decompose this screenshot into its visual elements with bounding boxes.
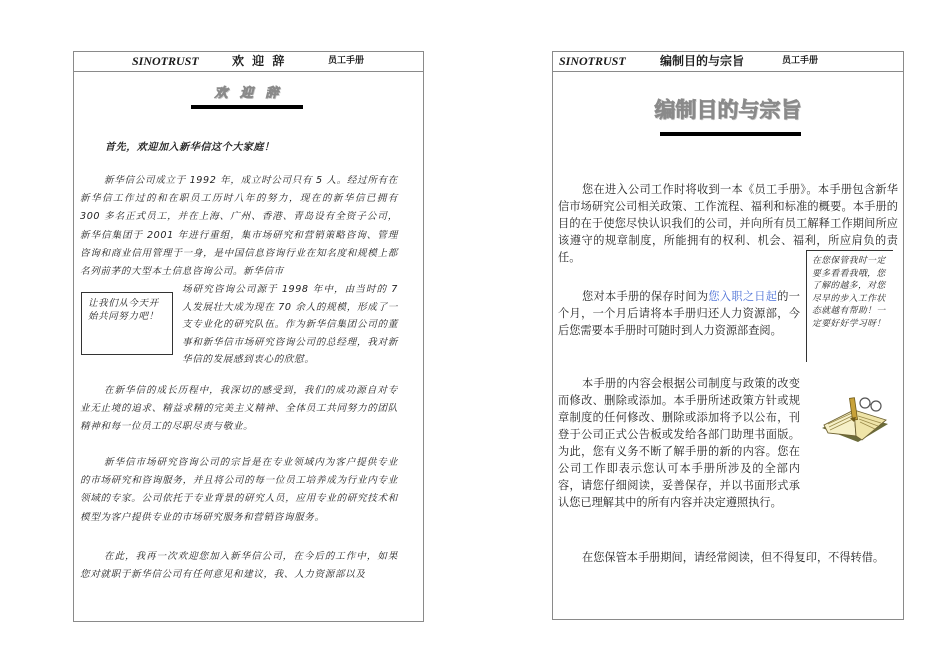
page-header — [553, 52, 903, 72]
left-page — [73, 51, 424, 622]
growth-paragraph: 在新华信的成长历程中，我深切的感受到，我们的成功源自对专业无止境的追求、精益求精的完美主义精神、全体员工共同努力的团队精神和每一位员工的尽职尽责与敬业。 — [80, 385, 398, 433]
brand-name: SINOTRUST — [132, 54, 199, 68]
revision-paragraph: 本手册的内容会根据公司制度与政策的改变而修改、删除或添加。本手册所述政策方针或规章制度的任何修改、删除或添加将予以公布，刊登于公司正式公告板或发给各部门助理书面版。为此，您有义务不断了解手册的新的内容。您在公司工作即表示您认可本手册所涉及的全部内容，请您仔细阅读，妥善保存，并以书面形式承认您已理解其中的所有内容并决定遵照执行。 — [558, 377, 800, 509]
mission-paragraph: 新华信市场研究咨询公司的宗旨是在专业领域内为客户提供专业的市场研究和咨询服务，并且将公司的每一位员工培养成为行业内专业领域的专家。公司依托于专业背景的研究人员，应用专业的研究技术和模型为客户提供专业的市场研究服务和营销咨询服务。 — [80, 457, 398, 523]
title-underline — [660, 132, 801, 136]
retention-paragraph — [558, 288, 800, 339]
header-subtitle: 员工手册 — [328, 56, 365, 66]
retention-text: 您对本手册的保存时间为 — [582, 290, 709, 303]
purpose-paragraph: 您在进入公司工作时将收到一本《员工手册》。本手册包含新华信市场研究公司相关政策、工作流程、福利和标准的概要。本手册的目的在于使您尽快认识我们的公司，并向所有员工解释工作期间所应该遵守的规章制度，所能拥有的权利、机会、福利，所应肩负的责任。 — [558, 183, 898, 264]
callout-box — [81, 292, 173, 355]
open-book-icon — [818, 392, 892, 452]
title-underline — [191, 105, 303, 109]
custody-paragraph: 在您保管本手册期间，请经常阅读，但不得复印，不得转借。 — [582, 551, 885, 564]
brand-name: SINOTRUST — [559, 54, 626, 68]
header-title: 编制目的与宗旨 — [660, 54, 745, 68]
intro-paragraph-continued: 场研究咨询公司源于 1998 年中，由当时的 7 人发展壮大成为现在 70 余人的规模，形成了一支专业化的研究队伍。作为新华信集团公司的董事和新华信市场研究咨询公司的总经理，我对新华信的发展感到衷心的欣慰。 — [182, 284, 398, 366]
callout-text: 让我们从今天开始共同努力吧！ — [88, 298, 159, 322]
callout-text: 在您保管我时一定要多看看我哦，您了解的越多，对您尽早的步入工作状态就越有帮助！一定要好好学习呀！ — [812, 256, 886, 329]
page-title: 欢 迎 辞 — [214, 86, 283, 101]
callout-box — [806, 250, 893, 362]
closing-paragraph: 在此，我再一次欢迎您加入新华信公司，在今后的工作中，如果您对就职于新华信公司有任何意见和建议，我、人力资源部以及 — [80, 551, 398, 581]
page-title: 编制目的与宗旨 — [654, 98, 802, 122]
header-title: 欢 迎 辞 — [232, 54, 287, 68]
page-header — [74, 52, 423, 72]
right-page — [552, 51, 904, 620]
intro-paragraph: 新华信公司成立于 1992 年，成立时公司只有 5 人。经过所有在新华信工作过的和在职员工历时八年的努力，现在的新华信已拥有 300 多名正式员工，并在上海、广州、香港、青岛设有全资子公司，新华信集团于 2001 年进行重组，集市场研究和营销策略咨询、管理咨询和商业信用管理于一身，是中国信息咨询行业在知名度和规模上都名列前茅的大型本土信息咨询公司。新华信市 — [80, 175, 398, 278]
greeting: 首先，欢迎加入新华信这个大家庭！ — [105, 142, 275, 153]
retention-text-continued: 的一个月，一个月后请将本手册归还人力资源部，今后您需要本手册时可随时到人力资源部查阅。 — [558, 290, 800, 337]
header-subtitle: 员工手册 — [782, 56, 819, 66]
hire-date-link[interactable]: 您入职之日起 — [708, 290, 778, 303]
